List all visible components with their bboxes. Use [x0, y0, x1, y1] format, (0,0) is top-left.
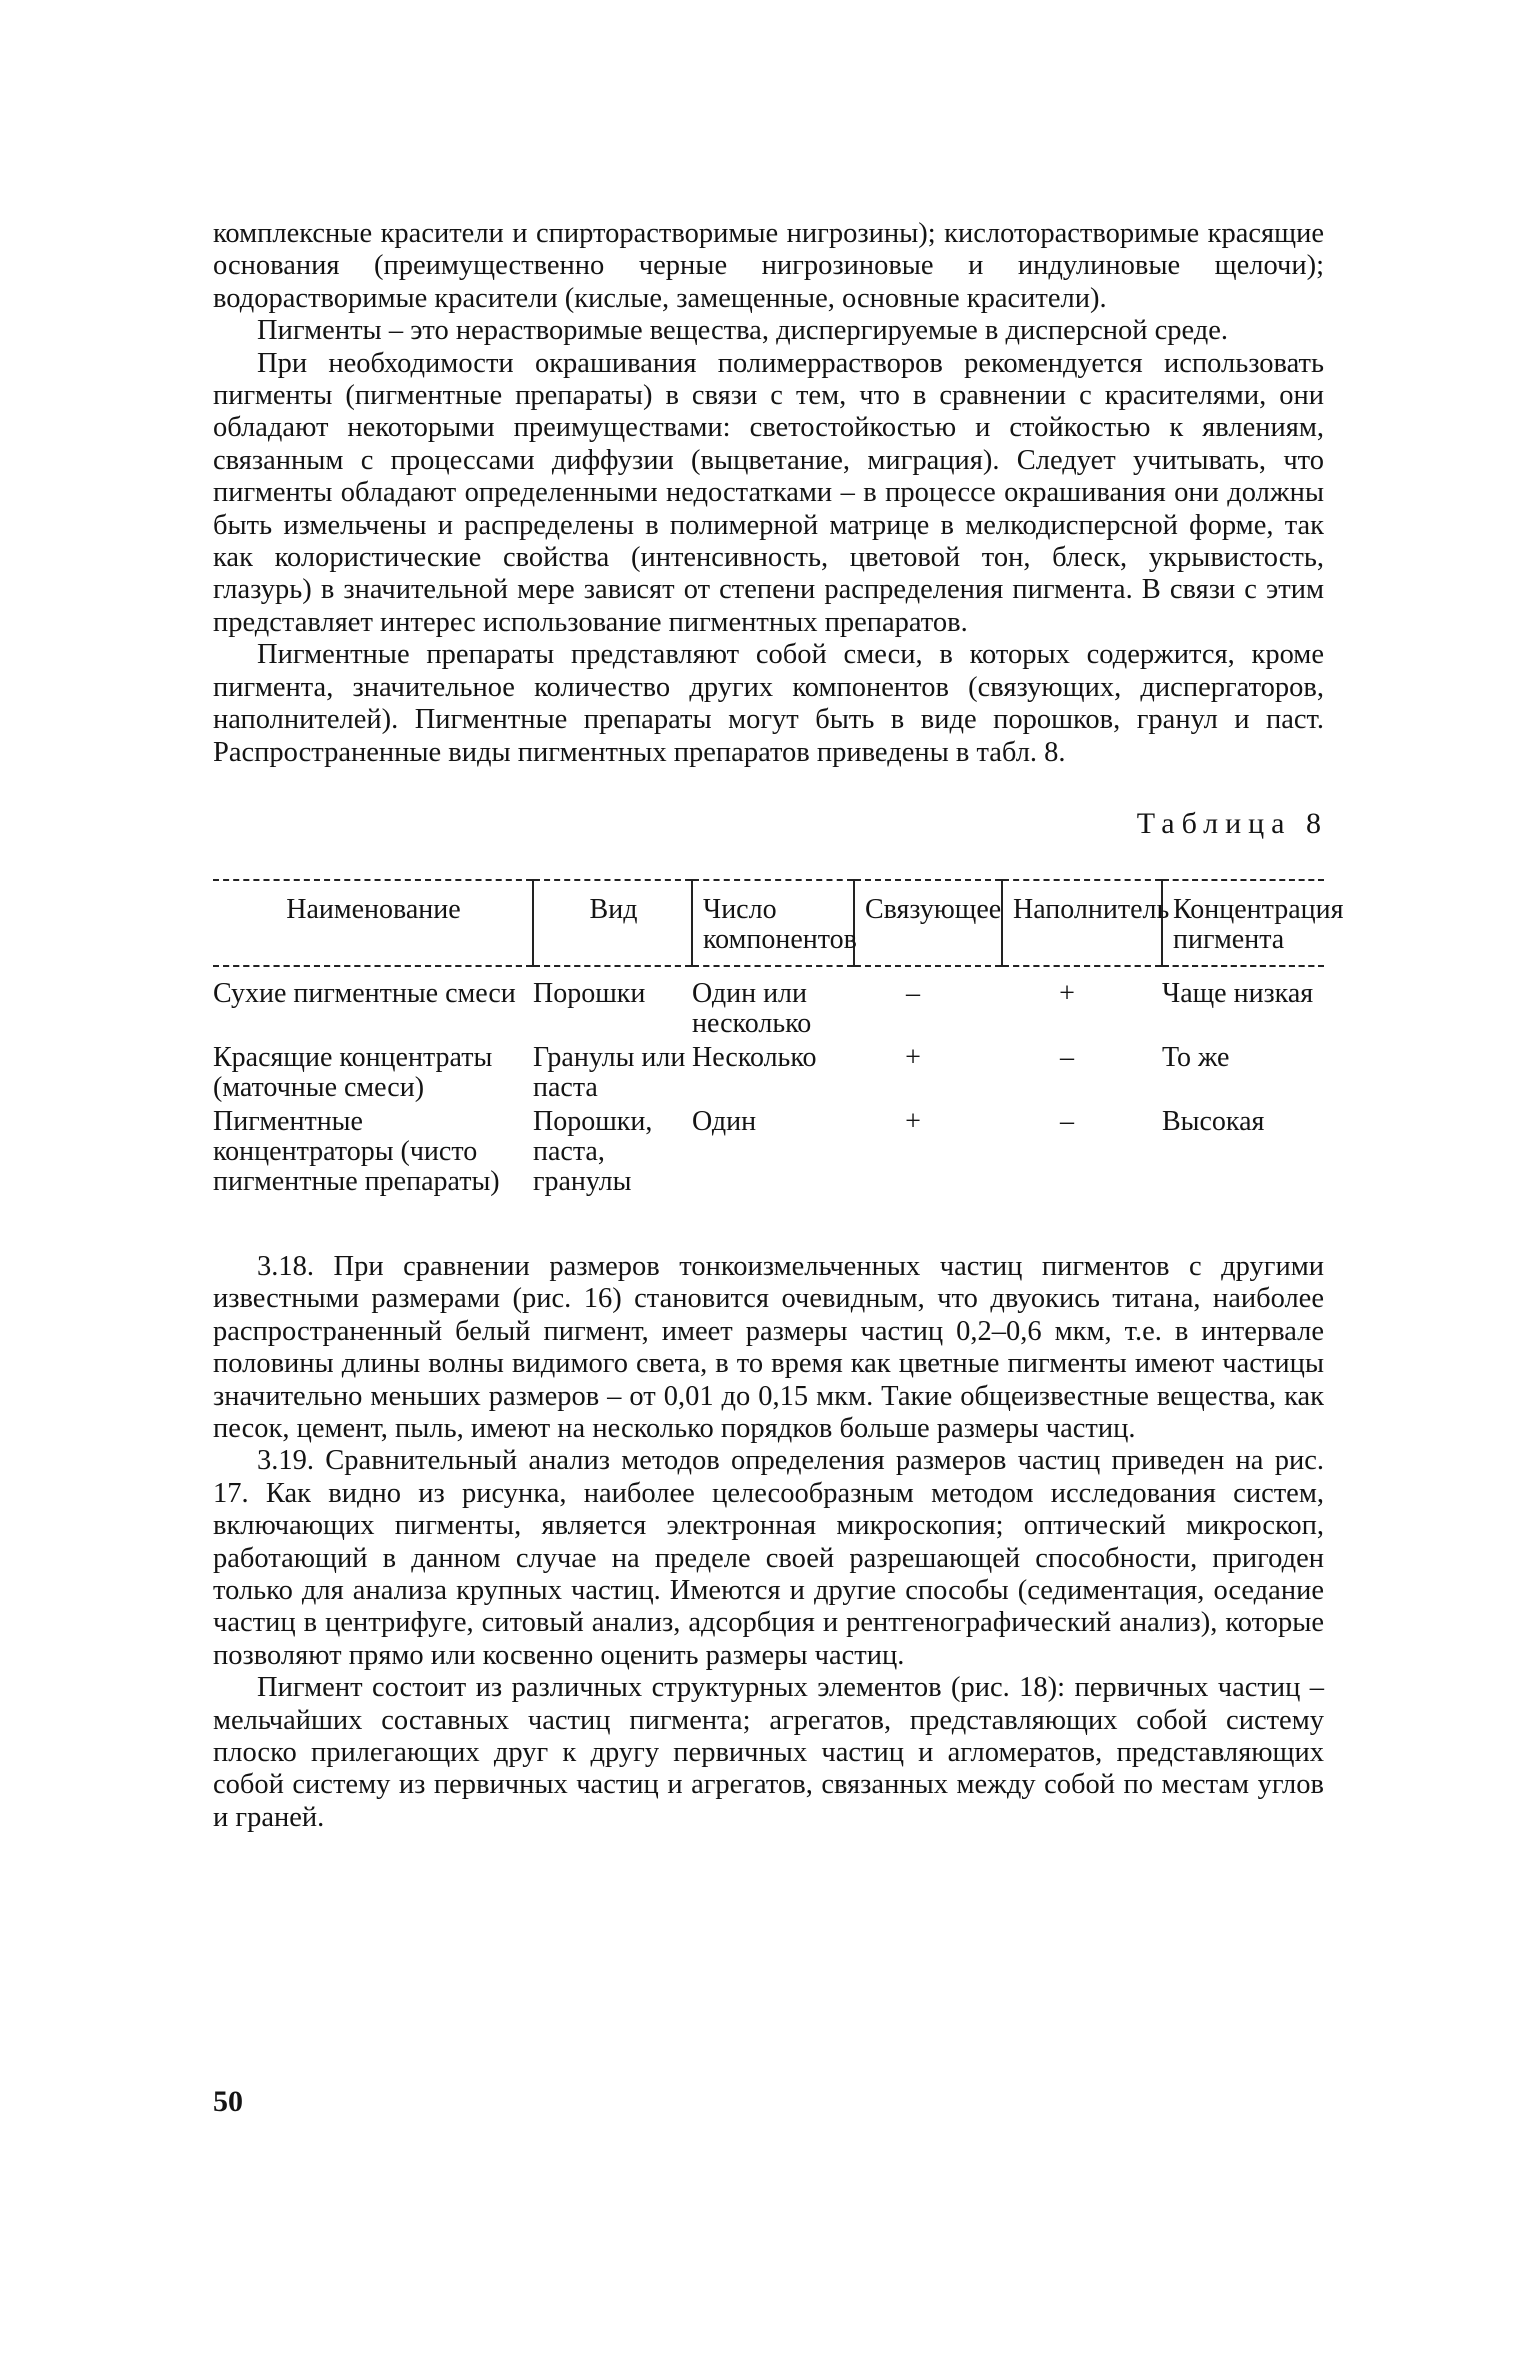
paragraph-pigment-structure: Пигмент состоит из различных структурных элементов (рис. 18): первичных частиц – мельчайших составных частиц пигмента; агрегатов, представляющих собой систему плоско прилегающих друг к другу первичных частиц и агломератов, представляющих собой систему из первичных частиц и агрегатов, связанных между собой по местам углов и граней. [213, 1672, 1324, 1833]
cell-binder: + [905, 1105, 921, 1137]
paragraph-3-19: 3.19. Сравнительный анализ методов определения размеров частиц приведен на рис. 17. Как видно из рисунка, наиболее целесообразным методом исследования систем, включающих пигменты, является электронная микроскопия; оптический микроскоп, работающий в данном случае на пределе своей разрешающей способности, пригоден только для анализа крупных частиц. Имеются и другие способы (седиментация, оседание частиц в центрифуге, ситовый анализ, адсорбция и рентгенографический анализ), которые позволяют прямо или косвенно оценить размеры частиц. [213, 1445, 1324, 1671]
cell-filler: + [1059, 977, 1075, 1009]
paragraph-dyes-list: комплексные красители и спирторастворимые нигрозины); кислоторастворимые красящие основания (преимущественно черные нигрозиновые и индулиновые щелочи); водорастворимые красители (кислые, замещенные, основные красители). [213, 218, 1324, 314]
header-type: Вид [533, 880, 692, 966]
header-binder: Связующее [854, 880, 1002, 966]
cell-type: Порошки [533, 977, 646, 1009]
header-components: Число компонентов [692, 880, 854, 966]
page-content [213, 218, 1344, 1834]
paragraph-pigment-advantages: При необходимости окрашивания полимеррастворов рекомендуется использовать пигменты (пигментные препараты) в связи с тем, что в сравнении с красителями, они обладают некоторыми преимуществами: светостойкостью и стойкостью к явлениям, связанным с процессами диффузии (выцветание, миграция). Следует учитывать, что пигменты обладают определенными недостатками – в процессе окрашивания они должны быть измельчены и распределены в полимерной матрице в мелкодисперсной форме, так как колористические свойства (интенсивность, цветовой тон, блеск, укрывистость, глазурь) в значительной мере зависят от степени распределения пигмента. В связи с этим представляет интерес использование пигментных препаратов. [213, 347, 1324, 638]
header-name: Наименование [213, 880, 533, 966]
paragraph-pigments-definition: Пигменты – это нерастворимые вещества, диспергируемые в дисперсной среде. [257, 315, 1229, 347]
cell-type: Порошки, паста, гранулы [533, 1105, 653, 1197]
pigment-preparations-table [213, 879, 1344, 1197]
cell-name: Сухие пигментные смеси [213, 977, 516, 1009]
cell-filler: – [1060, 1041, 1074, 1073]
paragraph-pigment-preparations: Пигментные препараты представляют собой смеси, в которых содержится, кроме пигмента, значительное количество других компонентов (связующих, диспергаторов, наполнителей). Пигментные препараты могут быть в виде порошков, гранул и паст. Распространенные виды пигментных препаратов приведены в табл. 8. [213, 639, 1324, 768]
cell-components: Один [692, 1105, 757, 1137]
cell-components: Несколько [692, 1041, 817, 1073]
header-filler: Наполнитель [1002, 880, 1162, 966]
header-concentration: Концентрация пигмента [1162, 880, 1324, 966]
cell-concentration: То же [1162, 1041, 1230, 1073]
paragraph-3-18: 3.18. При сравнении размеров тонкоизмельченных частиц пигментов с другими известными размерами (рис. 16) становится очевидным, что двуокись титана, наиболее распространенный белый пигмент, имеет размеры частиц 0,2–0,6 мкм, т.е. в интервале половины длины волны видимого света, в то время как цветные пигменты имеют частицы значительно меньших размеров – от 0,01 до 0,15 мкм. Такие общеизвестные вещества, как песок, цемент, пыль, имеют на несколько порядков больше размеры частиц. [213, 1250, 1324, 1444]
cell-binder: + [905, 1041, 921, 1073]
cell-filler: – [1060, 1105, 1074, 1137]
cell-binder: – [906, 977, 920, 1009]
cell-type: Гранулы или паста [533, 1041, 686, 1103]
cell-name: Пигментные концентраторы (чисто пигментные препараты) [213, 1105, 500, 1197]
table-row [213, 1103, 1324, 1197]
cell-concentration: Чаще низкая [1162, 977, 1314, 1009]
table-header-row [213, 880, 1324, 966]
cell-name: Красящие концентраты (маточные смеси) [213, 1041, 493, 1103]
table-caption: Таблица 8 [1136, 806, 1328, 840]
table-row [213, 966, 1324, 1039]
cell-concentration: Высокая [1162, 1105, 1265, 1137]
page-number: 50 [213, 2085, 243, 2118]
cell-components: Один или несколько [692, 977, 812, 1039]
table-row [213, 1039, 1324, 1103]
